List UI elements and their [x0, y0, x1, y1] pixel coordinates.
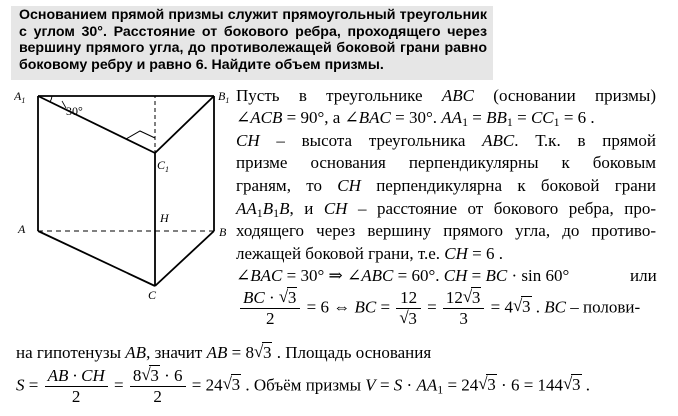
- label-B1: $B_1$: [218, 89, 230, 105]
- solution-line-2: ∠ACB = 90°, a ∠BAC = 30°. $AA_1 = BB_1 = CC_1 = 6$ .: [236, 108, 595, 129]
- fraction-12sqrt3-over-3: 12 √ 3 3: [443, 288, 485, 329]
- solution-line-1: Пусть в треугольнике ABC (основании призмы): [236, 86, 656, 105]
- solution-line-5: граням, то CH перпендикулярна к боковой грани: [236, 176, 656, 195]
- problem-text: Основанием прямой призмы служит прямоугольный треугольник с углом 30°. Расстояние от бокового ребра, проходящего через вершину прямого угла, до противолежащей боковой грани равно боковому ребру и равно 6. Найдите объем призмы.: [19, 7, 487, 73]
- solution-line-3: CH – высота треугольника ABC. Т.к. в прямой: [236, 131, 656, 150]
- solution-line-9: ∠BAC = 30° ⇒ ∠ABC = 60°. CH = BC · sin 60°: [236, 266, 570, 285]
- label-H: H: [160, 211, 169, 225]
- solution-line-4: призме основания перпендикулярны к боковым: [236, 153, 656, 172]
- label-C1: $C_1$: [157, 158, 170, 174]
- solution-word-or: или: [630, 266, 657, 285]
- solution-line-11: на гипотенузы AB, значит AB = 8 √ 3 . Площадь основания: [16, 342, 432, 362]
- fraction-12-over-sqrt3: 12 √ 3: [396, 288, 421, 329]
- solution-line-8: лежащей боковой грани, т.е. CH = 6 .: [236, 244, 503, 263]
- solution-line-6: $AA_1B_1B$, и CH – расстояние от бокового ребра, про-: [236, 199, 656, 220]
- label-A: A: [18, 222, 26, 236]
- solution-line-12: S = $\frac{AB \cdot CH}{2}$ = 8 √ 3 · 6 2 = 24 √ 3 . Объём призмы $V = S \cdot AA_1 = 24$ √ 3 · 6 = 144 √ 3 .: [16, 365, 591, 406]
- fraction-ab-ch-over-2: $\frac{AB \cdot CH}{2}$: [45, 366, 108, 407]
- fraction-bc-sqrt3-over-2: BC · √ 3 2: [240, 288, 300, 329]
- label-C: C: [148, 288, 157, 302]
- fraction-8sqrt3-6-over-2: 8 √ 3 · 6 2: [130, 366, 186, 407]
- label-A1: $A_1$: [14, 89, 26, 105]
- label-angle-30: 30°: [66, 104, 83, 118]
- solution-line-7: ходящего через вершину прямого угла, до противо-: [236, 221, 656, 240]
- label-B: B: [219, 225, 227, 239]
- solution-line-10: BC · √ 3 2 = 6 ⇔ BC = 12 √ 3 = 12 √ 3 3 = 4 √ 3 . BC – полови-: [238, 288, 640, 329]
